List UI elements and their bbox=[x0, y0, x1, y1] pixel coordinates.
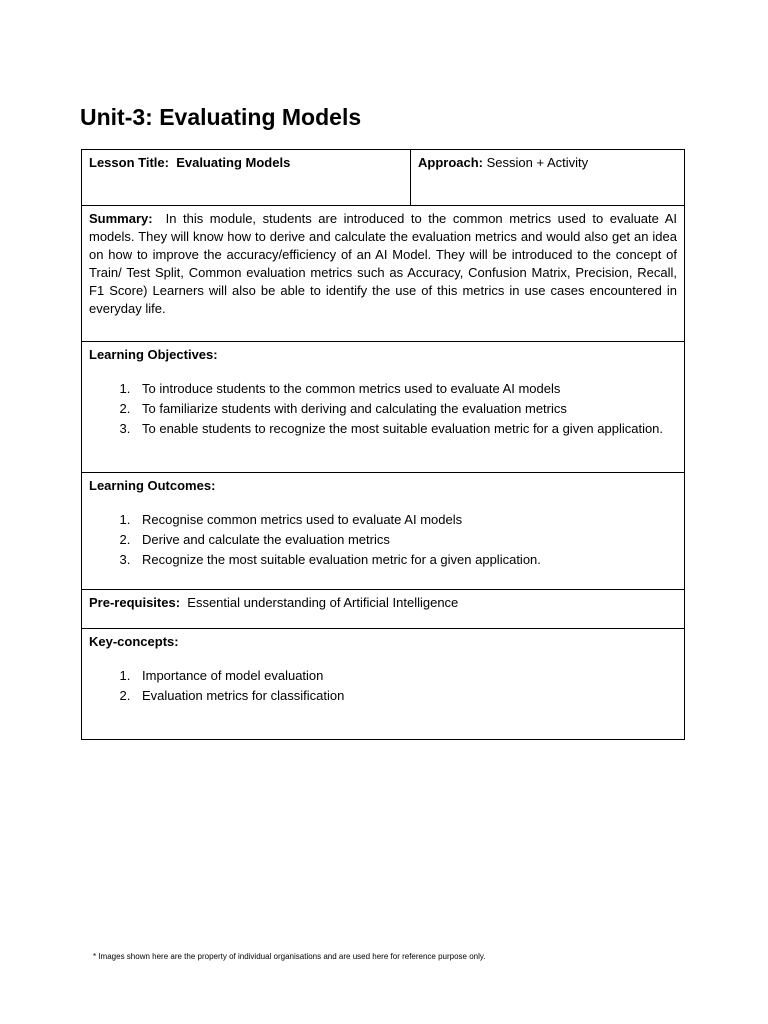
list-item: 2. Derive and calculate the evaluation metrics bbox=[134, 531, 677, 549]
summary-cell bbox=[82, 206, 685, 342]
summary-text: In this module, students are introduced to the common metrics used to evaluate AI models. They will know how to derive and calculate the evaluation metrics and would also get an idea on how to improve the accuracy/efficiency of an AI Model. They will be introduced to the concept of Train/ Test Split, Common evaluation metrics such as Accuracy, Confusion Matrix, Precision, Recall, F1 Score) Learners will also be able to identify the use of this metrics in use cases encountered in everyday life. bbox=[89, 211, 677, 316]
outcomes-list bbox=[89, 511, 677, 569]
summary-label: Summary: bbox=[89, 211, 153, 226]
prerequisites-cell bbox=[82, 590, 685, 629]
list-item: 1. Importance of model evaluation bbox=[134, 667, 677, 685]
list-item: 2. To familiarize students with deriving and calculating the evaluation metrics bbox=[134, 400, 677, 418]
list-item: 1. To introduce students to the common metrics used to evaluate AI models bbox=[134, 380, 677, 398]
key-concepts-list bbox=[89, 667, 677, 705]
list-item: 3. Recognize the most suitable evaluation metric for a given application. bbox=[134, 551, 677, 569]
lesson-title-value: Evaluating Models bbox=[176, 155, 291, 170]
list-item: 1. Recognise common metrics used to evaluate AI models bbox=[134, 511, 677, 529]
approach-label: Approach: bbox=[418, 155, 483, 170]
outcomes-row bbox=[82, 473, 685, 590]
outcomes-label: Learning Outcomes: bbox=[89, 478, 216, 493]
outcomes-cell bbox=[82, 473, 685, 590]
objectives-cell bbox=[82, 342, 685, 473]
lesson-title-label: Lesson Title: bbox=[89, 155, 169, 170]
lesson-plan-table bbox=[81, 149, 685, 740]
objectives-row bbox=[82, 342, 685, 473]
list-item: 3. To enable students to recognize the most suitable evaluation metric for a given application. bbox=[134, 420, 677, 438]
approach-value: Session + Activity bbox=[486, 155, 589, 170]
objectives-label: Learning Objectives: bbox=[89, 347, 218, 362]
summary-row bbox=[82, 206, 685, 342]
approach-cell bbox=[411, 150, 685, 206]
lesson-title-row bbox=[82, 150, 685, 206]
prerequisites-label: Pre-requisites: bbox=[89, 595, 181, 610]
list-item: 2. Evaluation metrics for classification bbox=[134, 687, 677, 705]
key-concepts-row bbox=[82, 629, 685, 740]
prerequisites-row bbox=[82, 590, 685, 629]
page-title: Unit-3: Evaluating Models bbox=[80, 104, 362, 130]
lesson-title-cell bbox=[82, 150, 411, 206]
footnote: * Images shown here are the property of individual organisations and are used here for reference purpose only. bbox=[93, 952, 486, 961]
key-concepts-cell bbox=[82, 629, 685, 740]
prerequisites-text: Essential understanding of Artificial Intelligence bbox=[187, 595, 459, 610]
key-concepts-label: Key-concepts: bbox=[89, 634, 179, 649]
objectives-list bbox=[89, 380, 677, 438]
